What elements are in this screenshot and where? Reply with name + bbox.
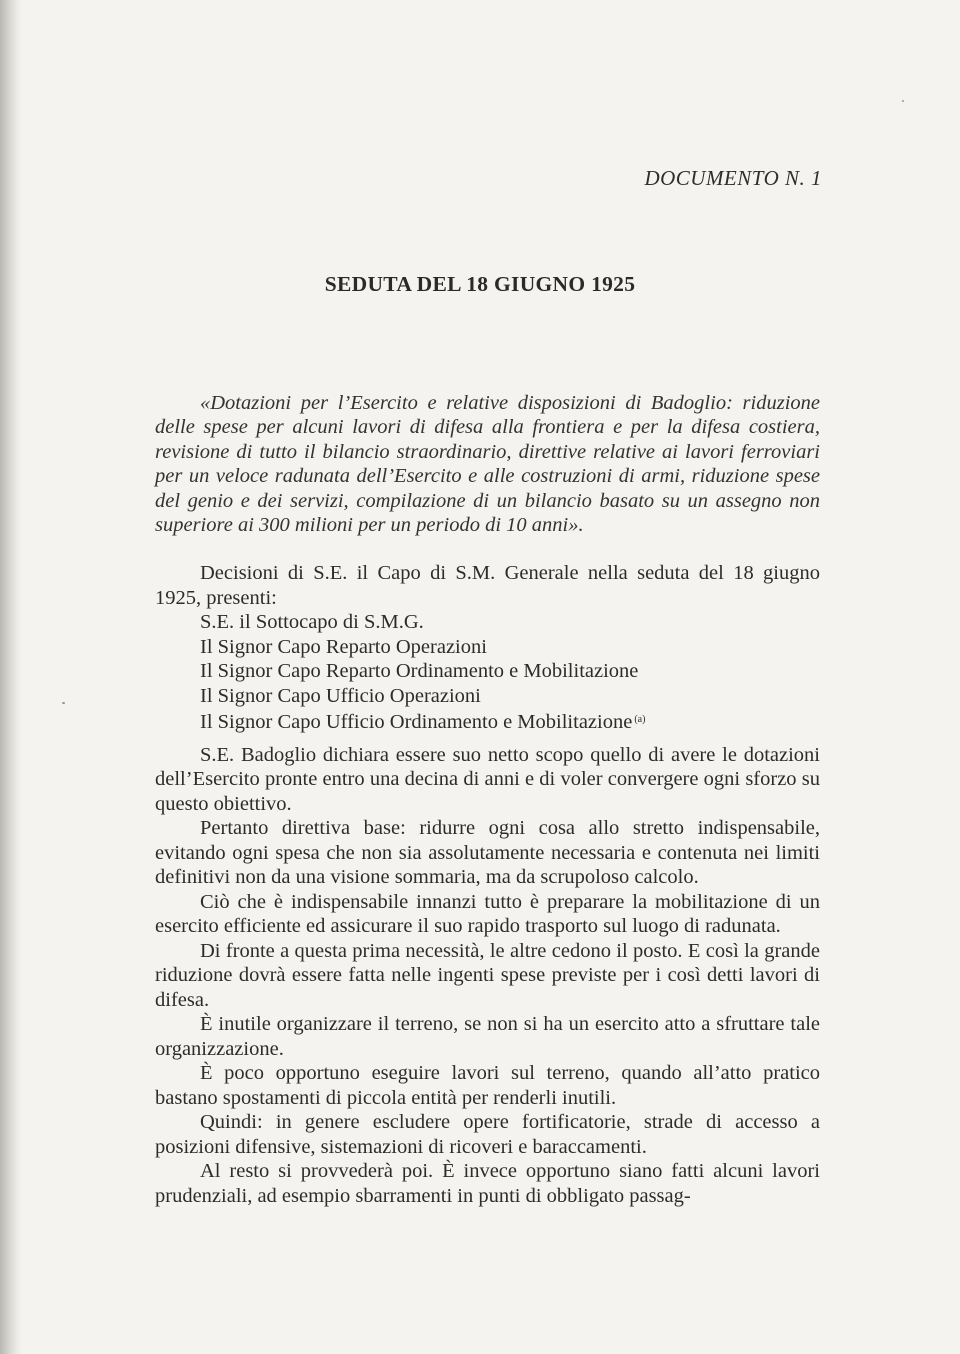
body-paragraph: S.E. Badoglio dichiara essere suo netto scopo quello di avere le dotazioni dell’Esercito pronte entro una decina di anni e di voler convergere ogni sforzo su questo obiettivo. — [155, 743, 820, 815]
attendee-item-last — [155, 708, 820, 735]
body-paragraph: È inutile organizzare il terreno, se non si ha un esercito atto a sfruttare tale organizzazione. — [155, 1013, 820, 1060]
body-paragraph: Pertanto direttiva base: ridurre ogni cosa allo stretto indispensabile, evitando ogni spesa che non sia assolutamente necessaria e contenuta nei limiti definitivi non da una visione sommaria, ma da scrupoloso calcolo. — [155, 817, 820, 888]
body-paragraph: Quindi: in genere escludere opere fortificatorie, strade di accesso a posizioni difensive, sistemazioni di ricoveri e baraccamenti. — [155, 1111, 820, 1158]
body-paragraph: Di fronte a questa prima necessità, le altre cedono il posto. E così la grande riduzione dovrà essere fatta nelle ingenti spese previste per i così detti lavori di difesa. — [155, 939, 820, 1011]
attendee-item: Il Signor Capo Reparto Ordinamento e Mobilitazione — [200, 660, 639, 682]
body-paragraph: Al resto si provvederà poi. È invece opportuno siano fatti alcuni lavori prudenziali, ad esempio sbarramenti in punti di obbligato passag- — [155, 1160, 820, 1207]
body-paragraph: È poco opportuno eseguire lavori sul terreno, quando all’atto pratico bastano spostamenti di piccola entità per renderli inutili. — [155, 1062, 820, 1109]
attendee-item-label: Il Signor Capo Ufficio Ordinamento e Mobilitazione — [200, 711, 633, 733]
document-body — [155, 561, 820, 1208]
attendee-item: Il Signor Capo Reparto Operazioni — [200, 635, 487, 658]
scan-speck — [62, 702, 65, 704]
attendee-item: S.E. il Sottocapo di S.M.G. — [200, 611, 424, 633]
document-abstract: «Dotazioni per l’Esercito e relative disposizioni di Badoglio: riduzione delle spese per alcuni lavori di difesa alla frontiera e per la difesa costiera, revisione di tutto il bilancio straordinario, direttive relative ai lavori ferroviari per un veloce radunata dell’Esercito e alle costruzioni di armi, riduzione spese del genio e dei servizi, compilazione di un bilancio basato su un assegno non superiore ai 300 milioni per un periodo di 10 anni». — [155, 391, 820, 536]
document-number: DOCUMENTO N. 1 — [644, 166, 822, 190]
intro-paragraph: Decisioni di S.E. il Capo di S.M. Generale nella seduta del 18 giugno 1925, presenti: — [155, 562, 820, 609]
scan-speck — [902, 100, 904, 102]
attendee-item: Il Signor Capo Ufficio Operazioni — [200, 684, 481, 707]
footnote-marker: (a) — [634, 714, 646, 725]
body-paragraph: Ciò che è indispensabile innanzi tutto è preparare la mobilitazione di un esercito efficiente ed assicurare il suo rapido trasporto sul luogo di radunata. — [155, 890, 820, 937]
attendee-list — [155, 610, 820, 735]
section-gap — [155, 735, 820, 743]
session-title: SEDUTA DEL 18 GIUGNO 1925 — [324, 272, 636, 296]
